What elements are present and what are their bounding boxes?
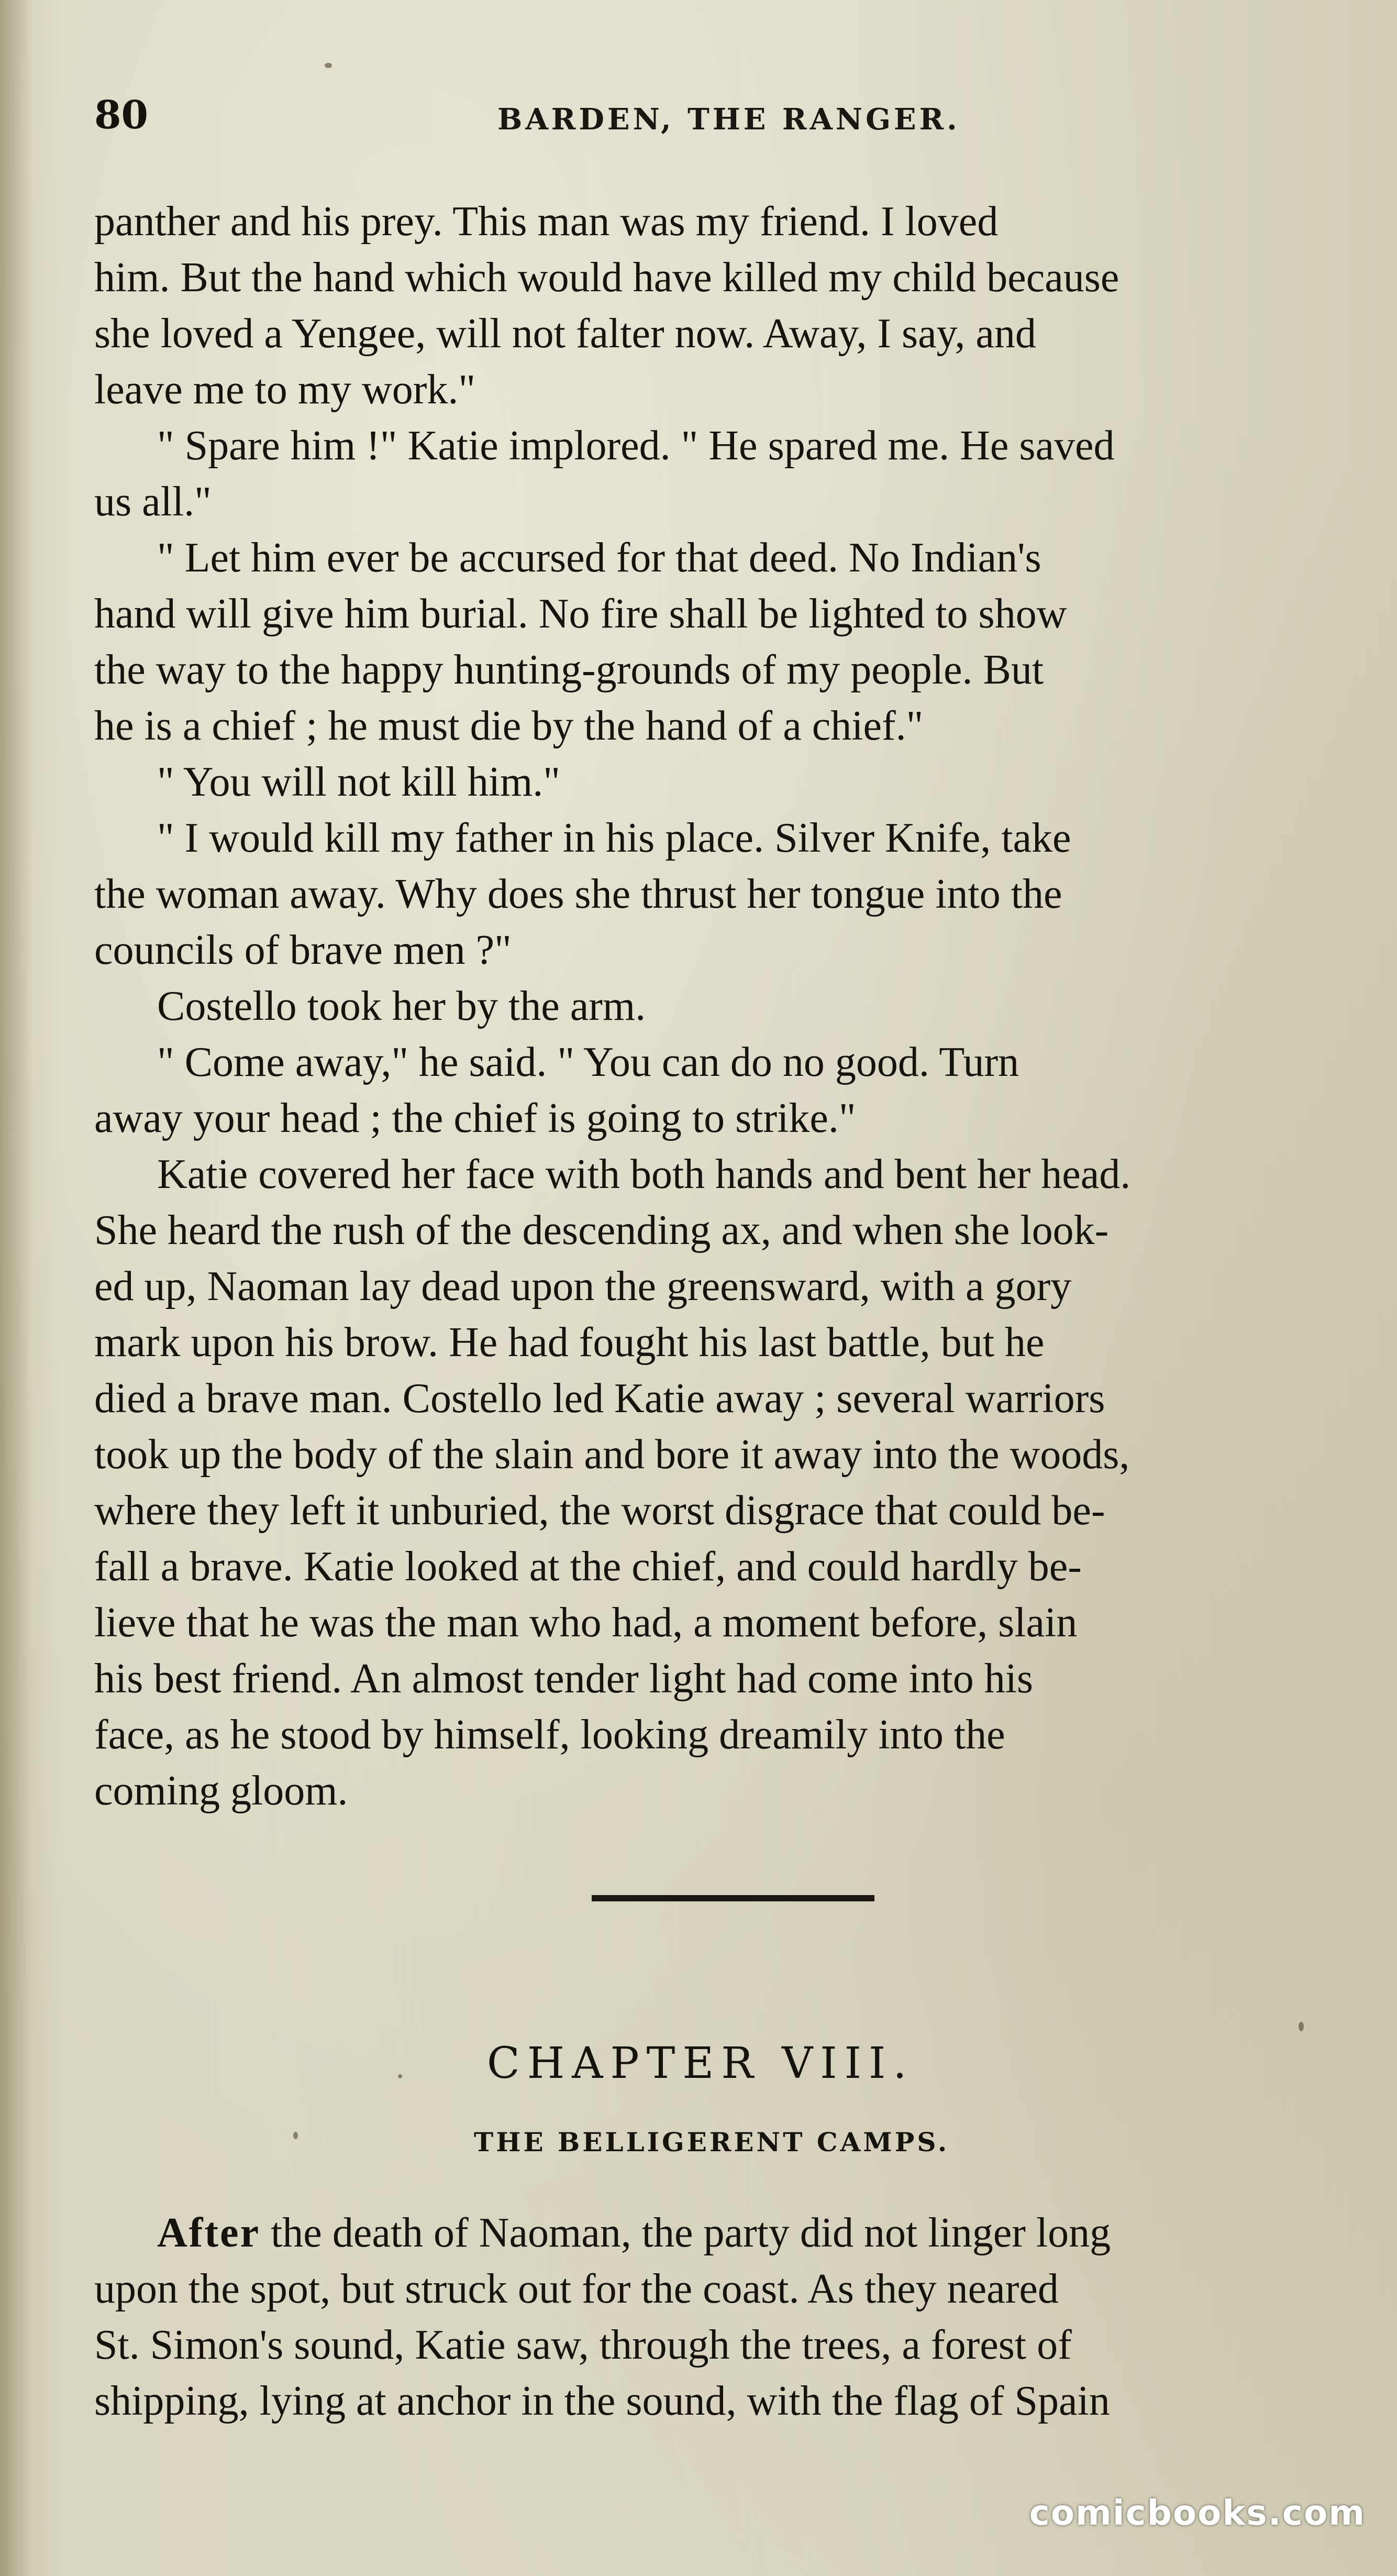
section-divider <box>592 1895 874 1901</box>
text-line: him. But the hand which would have killed my child because <box>94 255 1119 301</box>
chapter-subtitle: THE BELLIGERENT CAMPS. <box>474 2127 950 2157</box>
text-line: died a brave man. Costello led Katie away ; several warriors <box>94 1375 1105 1422</box>
text-line: " I would kill my father in his place. Silver Knife, take <box>157 815 1071 861</box>
text-line: panther and his prey. This man was my friend. I loved <box>94 199 999 245</box>
paper-speck <box>1299 2022 1304 2031</box>
text-line: " Come away," he said. " You can do no good. Turn <box>157 1039 1019 1085</box>
text-line: the way to the happy hunting-grounds of my people. But <box>94 647 1044 693</box>
text-line: she loved a Yengee, will not falter now. Away, I say, and <box>94 311 1036 357</box>
running-head <box>94 89 1366 147</box>
text-line: " Spare him !" Katie implored. " He spared me. He saved <box>157 423 1115 469</box>
text-line: Costello took her by the arm. <box>157 983 646 1029</box>
text-line: lieve that he was the man who had, a moment before, slain <box>94 1600 1078 1646</box>
paper-speck <box>398 2074 402 2078</box>
watermark: comicbooks.com <box>1029 2493 1366 2533</box>
text-line: She heard the rush of the descending ax, and when she look- <box>94 1207 1109 1253</box>
text-line: us all." <box>94 479 212 525</box>
text-line: where they left it unburied, the worst disgrace that could be- <box>94 1488 1105 1534</box>
text-line: ed up, Naoman lay dead upon the greensward, with a gory <box>94 1263 1072 1309</box>
text-line: his best friend. An almost tender light had come into his <box>94 1656 1034 1702</box>
text-line <box>94 2205 1397 2261</box>
text-line: shipping, lying at anchor in the sound, with the flag of Spain <box>94 2378 1110 2424</box>
text-line: away your head ; the chief is going to strike." <box>94 1095 856 1141</box>
text-line: leave me to my work." <box>94 367 476 413</box>
chapter-title: CHAPTER VIII. <box>487 2039 914 2088</box>
text-line: took up the body of the slain and bore it away into the woods, <box>94 1432 1130 1478</box>
text-line: hand will give him burial. No fire shall be lighted to show <box>94 591 1067 637</box>
text-line: coming gloom. <box>94 1768 348 1814</box>
text-line: St. Simon's sound, Katie saw, through the trees, a forest of <box>94 2322 1072 2368</box>
text-line: fall a brave. Katie looked at the chief, and could hardly be- <box>94 1544 1082 1590</box>
text-line: he is a chief ; he must die by the hand of a chief." <box>94 703 924 749</box>
running-title: BARDEN, THE RANGER. <box>497 102 960 137</box>
text-line: upon the spot, but struck out for the coast. As they neared <box>94 2266 1059 2312</box>
text-line: councils of brave men ?" <box>94 927 512 973</box>
paper-speck <box>325 63 332 68</box>
text-line: mark upon his brow. He had fought his last battle, but he <box>94 1319 1045 1366</box>
chapter-lead-word: After <box>157 2210 261 2256</box>
page-number: 80 <box>94 93 148 138</box>
chapter-opening-text <box>94 2205 1397 2429</box>
text-line: " You will not kill him." <box>157 759 560 805</box>
body-text <box>94 194 1397 1819</box>
text-line: the woman away. Why does she thrust her tongue into the <box>94 871 1062 917</box>
text-line-rest: the death of Naoman, the party did not linger long <box>271 2210 1111 2256</box>
text-line: Katie covered her face with both hands and bent her head. <box>157 1151 1131 1197</box>
paper-speck <box>293 2132 298 2139</box>
text-line: face, as he stood by himself, looking dreamily into the <box>94 1712 1005 1758</box>
text-line: " Let him ever be accursed for that deed. No Indian's <box>157 535 1041 581</box>
